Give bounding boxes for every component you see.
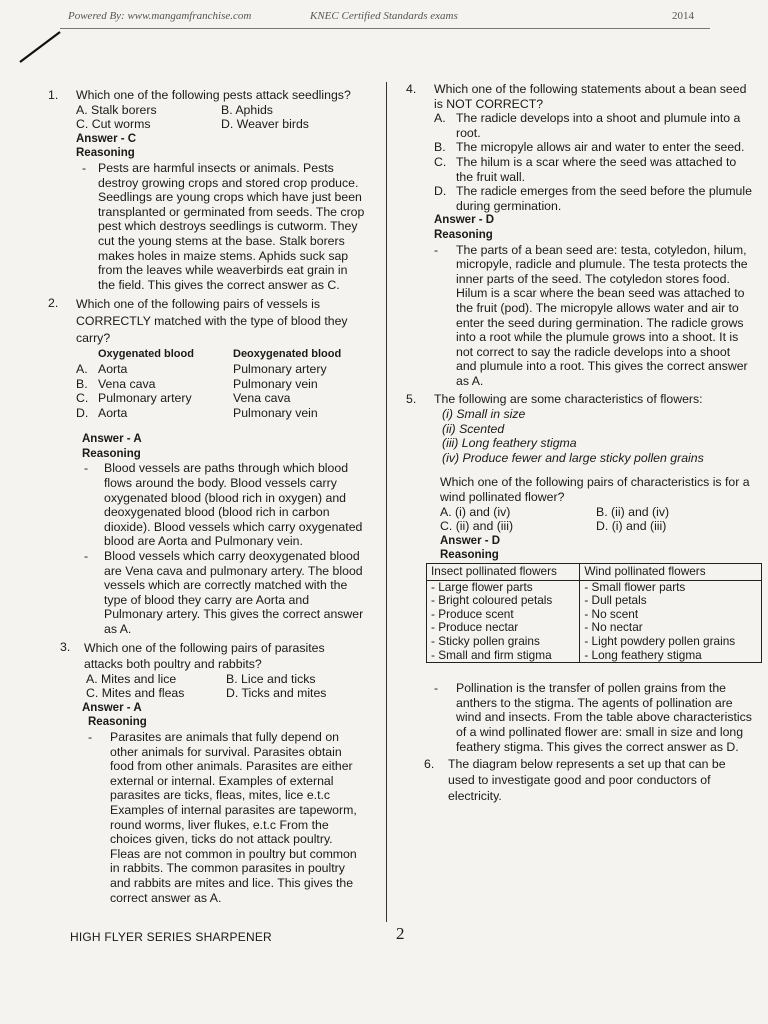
option: B. (ii) and (iv) [596,504,670,519]
question-number: 5. [406,392,417,407]
header-rule [60,28,710,29]
option: C. (ii) and (iii) [440,519,514,534]
q2-row: D. Aorta Pulmonary vein [76,405,318,420]
q2-row: A. Aorta Pulmonary artery [76,361,327,376]
question-number: 3. [60,639,71,654]
q3-reason-point: - Parasites are animals that fully depend on other animals for survival. Parasites obtain food from other animals. Parasites are either external or internal. Examples of external parasites are ticks, fleas, mites, lice e.t.c Examples of internal parasites are tapeworm, round worms, liver flukes, e.t.c From the choices given, ticks do not attack poultry. Fleas are not common in poultry but common in rabbits. The common parasites in poultry and rabbits are mites and lice. This gives the correct answer as A. [88,729,357,905]
question-number: 1. [48,88,59,102]
option: B. Lice and ticks [226,671,316,686]
q1-answer: Answer - C [76,132,137,145]
q2-row: C. Pulmonary artery Vena cava [76,391,291,406]
q5-question: Which one of the following pairs of characteristics is for a wind pollinated flower? [440,475,750,505]
question-number: 6. [424,757,435,772]
question-text: The following are some characteristics of flowers: [434,392,703,407]
q5-reasoning-heading: Reasoning [440,549,499,562]
q2-row: B. Vena cava Pulmonary vein [76,376,318,391]
question-6 [406,756,752,804]
page-number: 2 [396,924,405,943]
q1-reason-point: - Pests are harmful insects or animals. Pests destroy growing crops and stored crop produce. Seedlings are young crops which have just been transplanted or germinated from seeds. The crop pest which destroys seedlings is cutworm. They cut the young stems at the base. Stalk borers makes holes in maize stems. Aphids suck sap from the leaves while weaverbirds eat grain in the field. This gives the correct answer as C. [82,160,365,292]
table-header-wind: Wind pollinated flowers [580,564,762,581]
question-text: Which one of the following pests attack seedlings? [76,88,351,102]
option: A. (i) and (iv) [440,504,511,519]
knec-text: KNEC Certified Standards exams [310,10,458,22]
option: A. Mites and lice [86,671,177,686]
q4-reason-point: - The parts of a bean seed are: testa, cotyledon, hilum, micropyle, radicle and plumule. The testa protects the inner parts of the seed. The cotyledon stores food. Hilum is a scar where the bean seed was attached to the fruit (pod). The micropyle allows water and air to enter the seed during germination. The radicle grows into a root while the plumule grows into a shoot. It is not correct to say the radicle develops into a shoot and plumule into a root. This gives the correct answer as A. [434,242,748,388]
question-2 [48,296,366,347]
table-header-insect: Insect pollinated flowers [427,564,580,581]
q5-characteristic: (iv) Produce fewer and large sticky pollen grains [442,450,704,465]
q2-reason-point: - Blood vessels which carry deoxygenated blood are Vena cava and pulmonary artery. The blood vessels which are correctly matched with the type of blood they carry are Aorta and Pulmonary artery. This gives the correct answer as A. [84,549,364,636]
pen-mark [18,28,62,64]
question-3 [48,640,366,672]
q4-option: C. The hilum is a scar where the seed was attached to the fruit wall. [434,154,737,184]
left-column [48,88,366,905]
powered-by-text: Powered By: www.mangamfranchise.com [68,10,252,22]
option: D. Ticks and mites [226,686,327,701]
question-5 [406,392,752,407]
q1-reasoning-heading: Reasoning [76,147,135,160]
q5-options [406,505,752,534]
question-4 [406,82,752,111]
q5-characteristic: (i) Small in size [442,407,526,422]
q4-answer: Answer - D [434,214,495,227]
question-1 [48,88,366,103]
q5-reason-point: - Pollination is the transfer of pollen grains from the anthers to the stigma. The agents of pollination are wind and insects. From the table above characteristics of a wind pollinated flower are: small in size and long feathery stigma. This gives the correct answer as D. [434,681,752,754]
pollination-table: Insect pollinated flowers Wind pollinated flowers - Large flower parts - Small flower parts - Bright coloured petals - Dull petals - Produce scent - No scent - Produce nectar - No nectar - Sticky pollen grains - Light powdery pollen grains - Small and firm stigma - Long feathery stigma [426,563,762,663]
footer-series: HIGH FLYER SERIES SHARPENER [70,930,272,944]
option: D. (i) and (iii) [596,519,667,534]
column-divider [386,82,387,922]
q1-options [48,103,366,132]
option: D. Weaver birds [221,117,309,132]
question-text: Which one of the following statements about a bean seed is NOT CORRECT? [434,82,747,111]
q2-reason-point: - Blood vessels are paths through which blood flows around the body. Blood vessels carry oxygenated blood (blood rich in oxygen) and deoxygenated blood (blood rich in carbon dioxide). Blood vessels which carry oxygenated blood are Aorta and Pulmonary vein. [84,461,363,549]
q5-answer: Answer - D [440,534,501,547]
q4-option: D. The radicle emerges from the seed before the plumule during germination. [434,184,752,213]
q4-option: A. The radicle develops into a shoot and plumule into a root. [434,111,741,140]
q3-options [48,672,366,701]
option: C. Cut worms [76,117,151,132]
q5-characteristic: (ii) Scented [442,421,505,436]
q3-reasoning-heading: Reasoning [88,716,147,729]
option: A. Stalk borers [76,102,157,117]
year-text: 2014 [672,10,694,22]
q5-characteristic: (iii) Long feathery stigma [442,436,577,451]
question-number: 4. [406,82,417,96]
question-text: The diagram below represents a set up that can be used to investigate good and poor conductors of electricity. [448,757,726,804]
option: C. Mites and fleas [86,686,185,701]
option: B. Aphids [221,102,273,117]
q2-answer: Answer - A [82,433,142,446]
q2-reasoning-heading: Reasoning [82,447,141,460]
q3-answer: Answer - A [82,701,142,714]
q4-option: B. The micropyle allows air and water to enter the seed. [434,140,745,155]
question-number: 2. [48,296,59,311]
question-text: Which one of the following pairs of vessels is CORRECTLY matched with the type of blood they carry? [76,297,348,346]
q4-reasoning-heading: Reasoning [434,228,493,241]
q2-table-header: Oxygenated blood Deoxygenated blood [98,348,342,361]
right-column [406,82,752,804]
page-header [0,10,768,34]
question-text: Which one of the following pairs of parasites attacks both poultry and rabbits? [84,640,325,671]
